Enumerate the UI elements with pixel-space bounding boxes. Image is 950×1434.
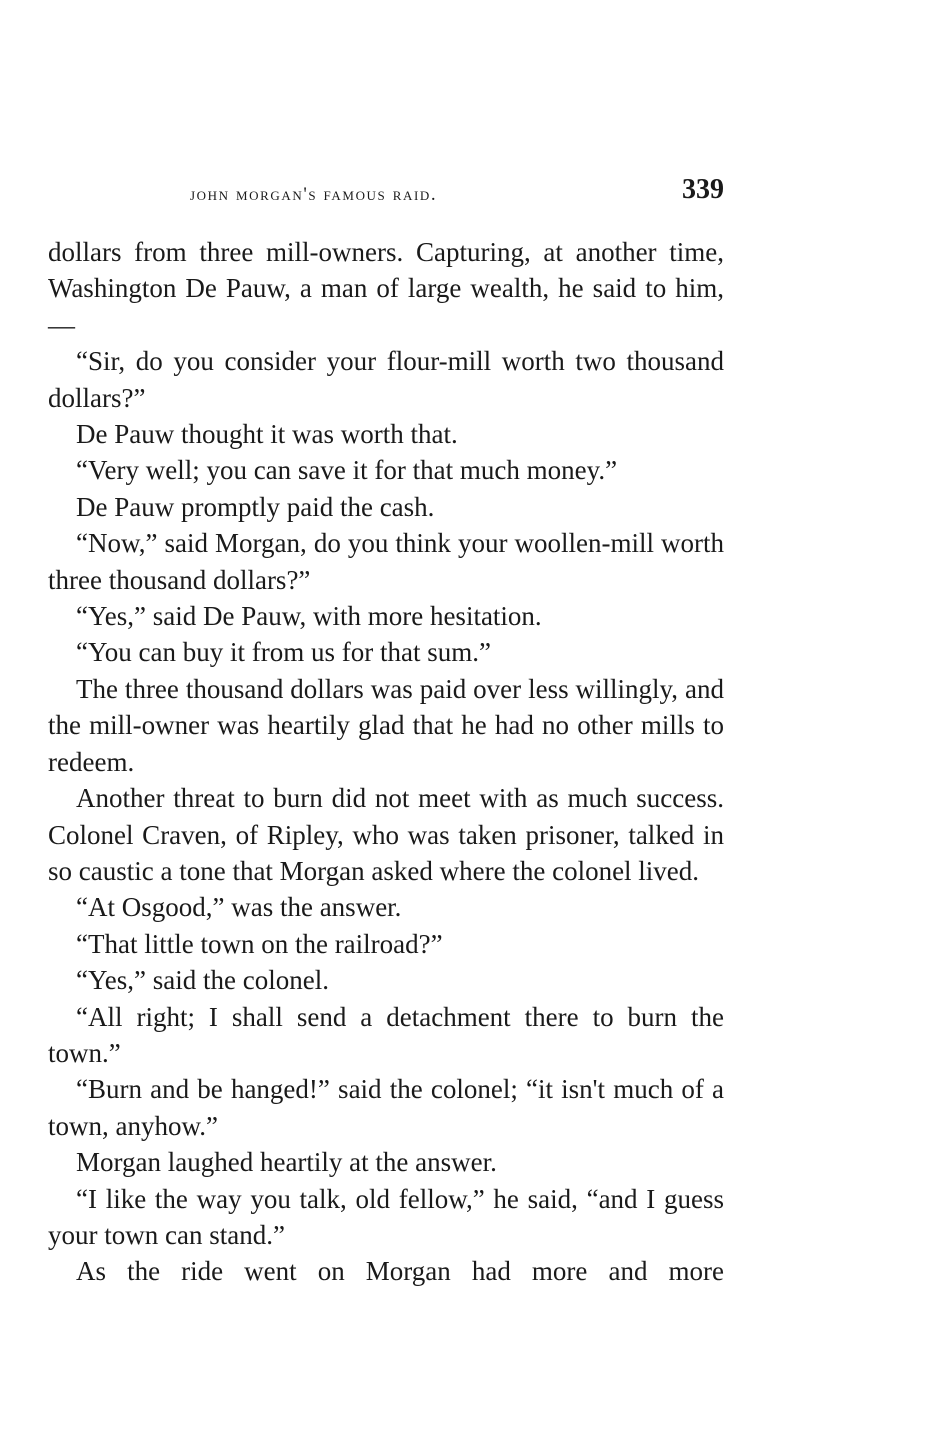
paragraph: “I like the way you talk, old fellow,” he said, “and I guess your town can stand.” xyxy=(48,1183,724,1250)
paragraph: “Yes,” said the colonel. xyxy=(76,965,329,996)
body-text xyxy=(48,234,724,1290)
paragraph: “Sir, do you consider your flour-mill worth two thousand dollars?” xyxy=(48,346,724,413)
paragraph: “All right; I shall send a detachment there to burn the town.” xyxy=(48,1001,724,1068)
paragraph: As the ride went on Morgan had more and more xyxy=(76,1256,724,1287)
paragraph: “Burn and be hanged!” said the colonel; “it isn't much of a town, anyhow.” xyxy=(48,1074,724,1141)
paragraph: “Yes,” said De Pauw, with more hesitation. xyxy=(76,601,542,632)
paragraph: Morgan laughed heartily at the answer. xyxy=(76,1147,497,1178)
paragraph: “At Osgood,” was the answer. xyxy=(76,892,402,923)
page-content xyxy=(48,172,724,1290)
paragraph: “Now,” said Morgan, do you think your woollen-mill worth three thousand dollars?” xyxy=(48,528,724,595)
paragraph: Another threat to burn did not meet with as much success. Colonel Craven, of Ripley, who was taken prisoner, talked in so caustic a tone that Morgan asked where the colonel lived. xyxy=(48,783,724,886)
running-title: john morgan's famous raid. xyxy=(190,184,438,205)
page-number: 339 xyxy=(682,174,724,205)
paragraph: “You can buy it from us for that sum.” xyxy=(76,637,491,668)
paragraph: De Pauw thought it was worth that. xyxy=(76,419,458,450)
paragraph: “Very well; you can save it for that much money.” xyxy=(76,455,618,486)
running-head xyxy=(48,172,724,216)
paragraph: dollars from three mill-owners. Capturing, at another time, Washington De Pauw, a man of large wealth, he said to him,— xyxy=(48,237,724,340)
paragraph: “That little town on the railroad?” xyxy=(76,928,443,959)
paragraph: The three thousand dollars was paid over less willingly, and the mill-owner was heartily glad that he had no other mills to redeem. xyxy=(48,673,724,777)
paragraph: De Pauw promptly paid the cash. xyxy=(76,491,435,522)
